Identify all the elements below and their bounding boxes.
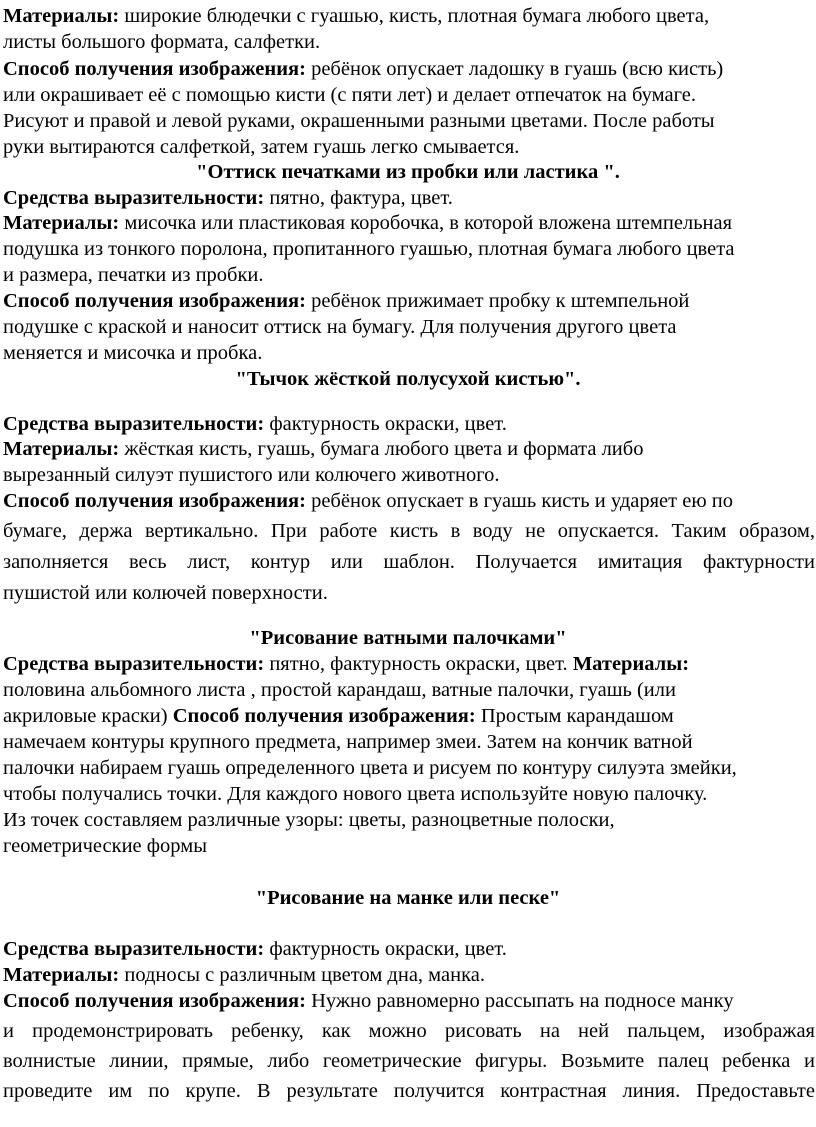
text-materials: жёсткая кисть, гуашь, бумага любого цвета и формата либо bbox=[119, 438, 644, 460]
text-span: меняется и мисочка и пробка. bbox=[3, 342, 263, 364]
text-span: Из точек составляем различные узоры: цветы, разноцветные полоски, bbox=[3, 809, 615, 831]
text-line bbox=[3, 289, 689, 313]
text-line bbox=[3, 1049, 815, 1073]
label-method: Способ получения изображения: bbox=[3, 490, 306, 512]
text-means: пятно, фактура, цвет. bbox=[264, 187, 453, 209]
label-means: Средства выразительности: bbox=[3, 187, 265, 209]
text-line bbox=[3, 463, 500, 487]
label-materials: Материалы: bbox=[3, 438, 120, 460]
label-means: Средства выразительности: bbox=[3, 653, 265, 675]
text-line bbox=[3, 4, 709, 28]
text-span: руки вытираются салфеткой, затем гуашь легко смывается. bbox=[3, 136, 520, 158]
text-means: фактурность окраски, цвет. bbox=[264, 938, 507, 960]
text-line bbox=[3, 412, 507, 436]
text-method: ребёнок прижимает пробку к штемпельной bbox=[305, 290, 690, 312]
text-line bbox=[3, 237, 735, 261]
text-line bbox=[3, 57, 723, 81]
text-method: ребёнок опускает ладошку в гуашь (всю кисть) bbox=[305, 58, 724, 80]
text-line bbox=[3, 315, 677, 339]
text-materials: подносы с различным цветом дна, манка. bbox=[119, 964, 485, 986]
label-materials: Материалы: bbox=[3, 964, 120, 986]
text-span: палочки набираем гуашь определенного цвета и рисуем по контуру силуэта змейки, bbox=[3, 757, 737, 779]
text-line bbox=[3, 756, 737, 780]
text-line bbox=[3, 83, 696, 107]
text-line bbox=[3, 437, 643, 461]
text-line bbox=[3, 937, 507, 961]
text-line bbox=[3, 704, 674, 728]
text-materials: широкие блюдечки с гуашью, кисть, плотная бумага любого цвета, bbox=[119, 5, 710, 27]
text-line bbox=[3, 678, 676, 702]
text-materials: мисочка или пластиковая коробочка, в которой вложена штемпельная bbox=[119, 212, 733, 234]
label-materials: Материалы: bbox=[3, 212, 120, 234]
text-span: чтобы получались точки. Для каждого нового цвета используйте новую палочку. bbox=[3, 783, 708, 805]
text-line bbox=[3, 963, 485, 987]
text-line bbox=[3, 782, 707, 806]
text-means: фактурность окраски, цвет. bbox=[264, 413, 507, 435]
text-span: и продемонстрировать ребенку, как можно рисовать на ней пальцем, изображая bbox=[3, 1020, 815, 1042]
text-method: ребёнок опускает в гуашь кисть и ударяет ею по bbox=[305, 490, 733, 512]
text-line bbox=[3, 989, 734, 1013]
text-line bbox=[3, 30, 320, 54]
label-materials: Материалы: bbox=[572, 653, 690, 675]
text-line bbox=[3, 211, 732, 235]
text-line bbox=[3, 1019, 815, 1043]
text-span: геометрические формы bbox=[3, 835, 207, 857]
label-materials: Материалы: bbox=[3, 5, 120, 27]
text-span: акриловые краски) bbox=[3, 705, 173, 727]
text-span: пушистой или колючей поверхности. bbox=[3, 582, 328, 604]
text-line bbox=[3, 489, 733, 513]
text-line bbox=[3, 730, 693, 754]
text-line bbox=[3, 135, 519, 159]
text-span: или окрашивает её с помощью кисти (с пяти лет) и делает отпечаток на бумаге. bbox=[3, 84, 696, 106]
text-span: листы большого формата, салфетки. bbox=[3, 31, 321, 53]
text-method: Простым карандашом bbox=[475, 705, 674, 727]
text-line bbox=[3, 341, 262, 365]
text-span: половина альбомного листа , простой карандаш, ватные палочки, гуашь (или bbox=[3, 679, 676, 701]
text-line bbox=[3, 186, 453, 210]
text-line bbox=[3, 550, 815, 574]
label-method: Способ получения изображения: bbox=[3, 290, 306, 312]
text-line bbox=[3, 808, 615, 832]
section-heading: "Тычок жёсткой полусухой кистью". bbox=[235, 368, 581, 390]
text-span: заполняется весь лист, контур или шаблон. Получается имитация фактурности bbox=[3, 551, 815, 573]
section-heading: "Рисование ватными палочками" bbox=[249, 627, 567, 649]
label-means: Средства выразительности: bbox=[3, 413, 265, 435]
section-heading: "Оттиск печатками из пробки или ластика ". bbox=[196, 161, 620, 183]
text-span: и размера, печатки из пробки. bbox=[3, 264, 264, 286]
label-method: Способ получения изображения: bbox=[3, 990, 306, 1012]
text-span: волнистые линии, прямые, либо геометрические фигуры. Возьмите палец ребенка и bbox=[3, 1050, 815, 1072]
text-line bbox=[3, 834, 207, 858]
text-span: проведите им по крупе. В результате получится контрастная линия. Предоставьте bbox=[3, 1080, 815, 1102]
text-line bbox=[3, 1079, 815, 1103]
label-means: Средства выразительности: bbox=[3, 938, 265, 960]
text-span: намечаем контуры крупного предмета, например змеи. Затем на кончик ватной bbox=[3, 731, 693, 753]
text-means: пятно, фактурность окраски, цвет. bbox=[264, 653, 573, 675]
text-line bbox=[3, 109, 715, 133]
text-method: Нужно равномерно рассыпать на подносе манку bbox=[305, 990, 734, 1012]
text-line bbox=[3, 652, 689, 676]
text-span: бумаге, держа вертикально. При работе кисть в воду не опускается. Таким образом, bbox=[3, 520, 815, 542]
text-line bbox=[3, 519, 815, 543]
text-span: подушке с краской и наносит оттиск на бумагу. Для получения другого цвета bbox=[3, 316, 677, 338]
text-span: подушка из тонкого поролона, пропитанного гуашью, плотная бумага любого цвета bbox=[3, 238, 735, 260]
label-method: Способ получения изображения: bbox=[3, 58, 306, 80]
text-span: вырезанный силуэт пушистого или колючего животного. bbox=[3, 464, 500, 486]
section-heading: "Рисование на манке или песке" bbox=[255, 887, 561, 909]
text-line bbox=[3, 581, 328, 605]
text-line bbox=[3, 263, 264, 287]
label-method: Способ получения изображения: bbox=[172, 705, 476, 727]
text-span: Рисуют и правой и левой руками, окрашенными разными цветами. После работы bbox=[3, 110, 715, 132]
